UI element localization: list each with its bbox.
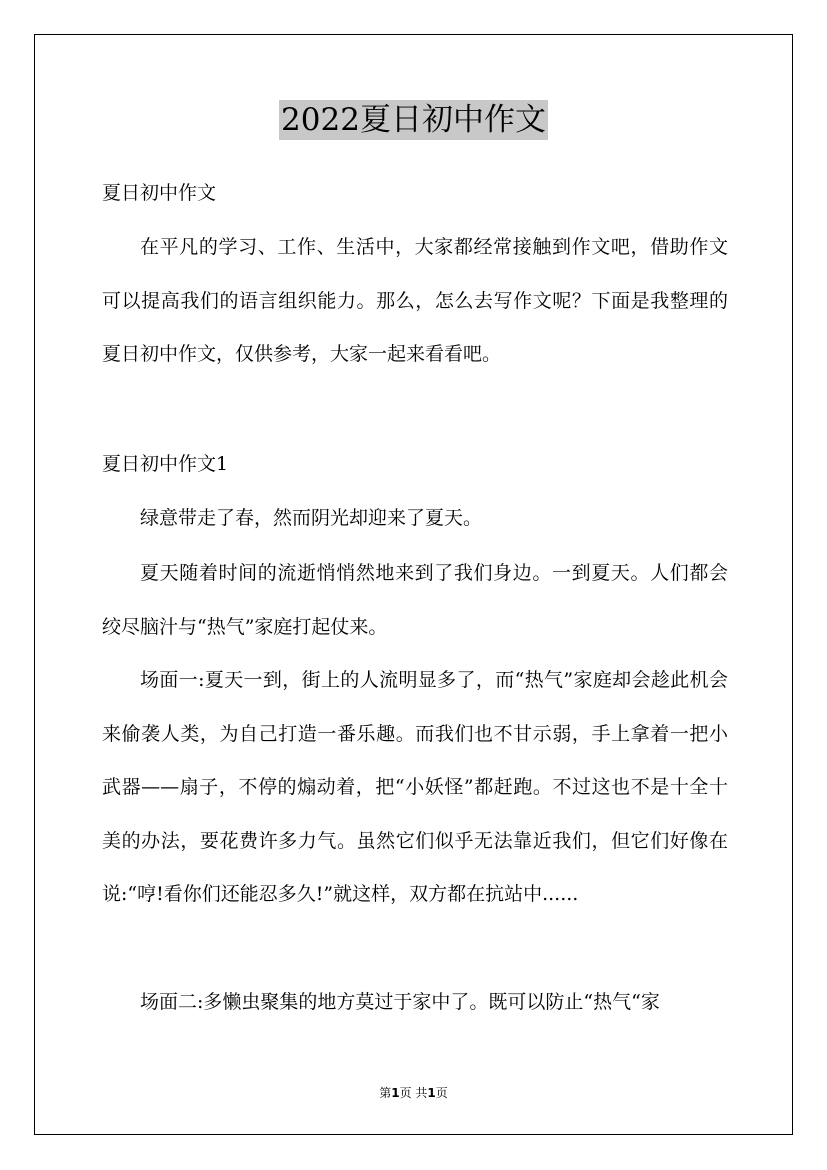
footer-suffix: 页 (435, 1086, 448, 1100)
paragraph-3: 场面一:夏天一到，街上的人流明显多了，而“热气”家庭却会趁此机会来偷袭人类，为自己打造一番乐趣。而我们也不甘示弱，手上拿着一把小武器——扇子，不停的煽动着，把“小妖怪”都赶跑。不过这也不是十全十美的办法，要花费许多力气。虽然它们似乎无法靠近我们，但它们好像在说:“哼!看你们还能忍多久!”就这样，双方都在抗站中...... (102, 669, 728, 905)
footer-prefix: 第 (379, 1086, 392, 1100)
page-footer (0, 1084, 827, 1101)
footer-page-total: 1 (427, 1086, 436, 1100)
paragraph-2: 夏天随着时间的流逝悄悄然地来到了我们身边。一到夏天。人们都会绞尽脑汁与“热气”家庭打起仗来。 (102, 562, 728, 638)
paragraph-1: 绿意带走了春，然而阴光却迎来了夏天。 (140, 507, 483, 529)
document-title: 2022夏日初中作文 (281, 102, 546, 138)
paragraph-4: 场面二:多懒虫聚集的地方莫过于家中了。既可以防止“热气“家 (140, 991, 660, 1013)
document-subtitle: 夏日初中作文 (102, 182, 217, 204)
title-container (0, 100, 827, 140)
footer-mid: 页 共 (399, 1086, 428, 1100)
intro-paragraph: 在平凡的学习、工作、生活中，大家都经常接触到作文吧，借助作文可以提高我们的语言组织能力。那么，怎么去写作文呢？下面是我整理的夏日初中作文，仅供参考，大家一起来看看吧。 (102, 236, 728, 365)
footer-page-number: 1 (391, 1086, 400, 1100)
section-heading: 夏日初中作文1 (102, 453, 229, 475)
